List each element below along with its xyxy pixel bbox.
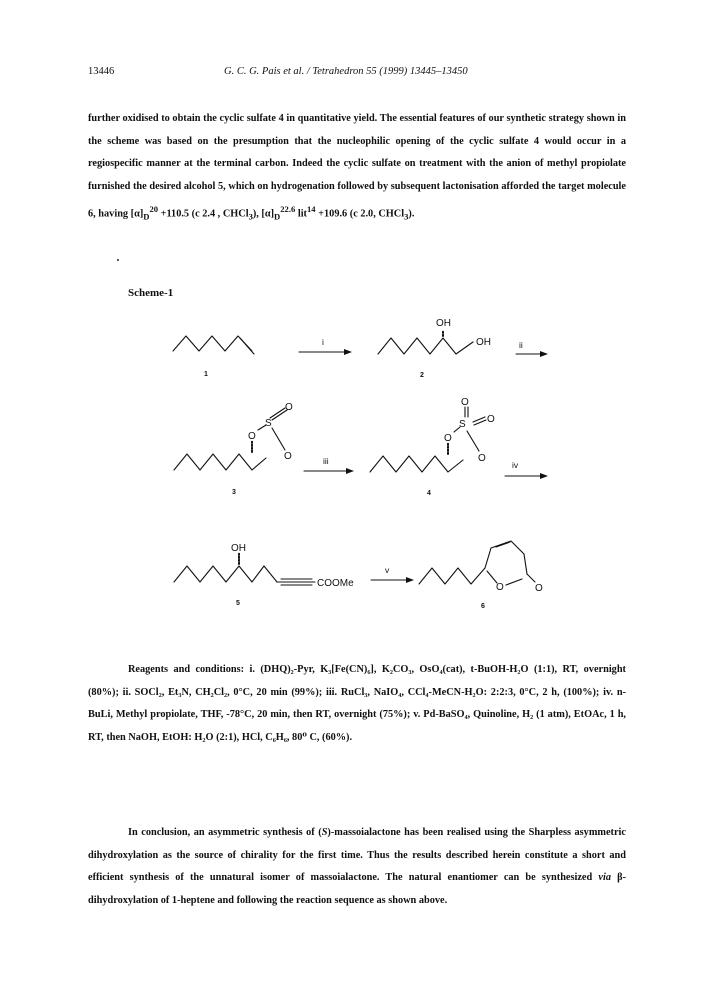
- compound-2-structure: [378, 330, 473, 354]
- compound-1-structure: [173, 336, 254, 354]
- compound-5-ester: COOMe: [317, 578, 354, 589]
- compound-4-sulfur: S: [459, 419, 466, 430]
- compound-4-ring-o-left: O: [444, 433, 452, 444]
- scheme-title: Scheme-1: [128, 287, 174, 299]
- compound-4-structure: [370, 407, 486, 472]
- compound-4-sulfonyl-o-right: O: [487, 414, 495, 425]
- step-ii-label: ii: [519, 340, 523, 350]
- compound-3-ring-o-right: O: [284, 451, 292, 462]
- compound-5-label: 5: [236, 600, 240, 607]
- compound-6-label: 6: [481, 603, 485, 610]
- compound-2-label: 2: [420, 372, 424, 379]
- compound-3-sulfinyl-o: O: [285, 402, 293, 413]
- step-iii-label: iii: [323, 456, 329, 466]
- page-number: 13446: [88, 66, 115, 77]
- step-iv-label: iv: [512, 460, 519, 470]
- arrow-step-iii: [304, 468, 354, 474]
- running-title: G. C. G. Pais et al. / Tetrahedron 55 (1999) 13445–13450: [224, 66, 468, 77]
- compound-6-carbonyl-o: O: [535, 583, 543, 594]
- compound-4-label: 4: [427, 490, 431, 497]
- reagents-paragraph: [88, 659, 626, 749]
- compound-5-structure: [174, 553, 315, 585]
- intro-paragraph: further oxidised to obtain the cyclic sulfate 4 in quantitative yield. The essential features of our synthetic strategy shown in the scheme was based on the presumption that the nucleophilic opening of the cyclic sulfate 4 would occur in a regiospecific manner at the terminal carbon. Indeed the cyclic sulfate on treatment with the anion of methyl propiolate furnished the desired alcohol 5, which on hydrogenation followed by subsequent lactonisation afforded the target molecule 6, having $[\alpha]_D^{20} +110.5$ (c 2.4 , CHCl$_3$), $[\alpha]_D^{22.6}$ lit$^{14}$ +109.6 (c 2.0, CHCl$_3$).: [88, 113, 626, 222]
- compound-6-ring-o: O: [496, 582, 504, 593]
- compound-4-sulfonyl-o-top: O: [461, 397, 469, 408]
- step-v-label: v: [385, 565, 390, 575]
- compound-2-oh-top: OH: [436, 318, 451, 329]
- compound-3-ring-o-left: O: [248, 431, 256, 442]
- arrow-step-iv: [505, 473, 548, 479]
- conclusion-paragraph: In conclusion, an asymmetric synthesis of (S)-massoialactone has been realised using the Sharpless asymmetric dihydroxylation as the source of chirality for the first time. Thus the results described herein constitute a short and efficient synthesis of the unnatural isomer of massoialactone. The natural enantiomer can be synthesized via β-dihydroxylation of 1-heptene and following the reaction sequence as shown above.: [88, 827, 626, 906]
- arrow-step-v: [371, 577, 414, 583]
- compound-2-oh-right: OH: [476, 337, 491, 348]
- compound-3-sulfur: S: [265, 418, 272, 429]
- compound-1-label: 1: [204, 371, 208, 378]
- reagents-text: : i. (DHQ)₂-Pyr, K₃[Fe(CN)₆], K₂CO₃, OsO₄(cat), t-BuOH-H₂O (1:1), RT, overnight (80%); ii. SOCl₂, Et₃N, CH₂Cl₂, 0°C, 20 min (99%); iii. RuCl₃, NaIO₄, CCl₄-MeCN-H₂O: 2:2:3, 0°C, 2 h, (100%); iv. n-BuLi, Methyl propiolate, THF, -78°C, 20 min, then RT, overnight (75%); v. Pd-BaSO₄, Quinoline, H₂ (1 atm), EtOAc, 1 h, RT, then NaOH, EtOH: H₂O (2:1), HCl, C₆H₆, 80⁰ C, (60%).: [88, 664, 626, 743]
- compound-5-oh: OH: [231, 543, 246, 554]
- compound-4-ring-o-right: O: [478, 453, 486, 464]
- step-i-label: i: [322, 337, 324, 347]
- arrow-step-ii: [516, 351, 548, 357]
- compound-3-label: 3: [232, 489, 236, 496]
- compound-6-structure: [419, 541, 535, 585]
- reagents-heading: Reagents and conditions: [128, 664, 241, 675]
- arrow-step-i: [299, 349, 352, 355]
